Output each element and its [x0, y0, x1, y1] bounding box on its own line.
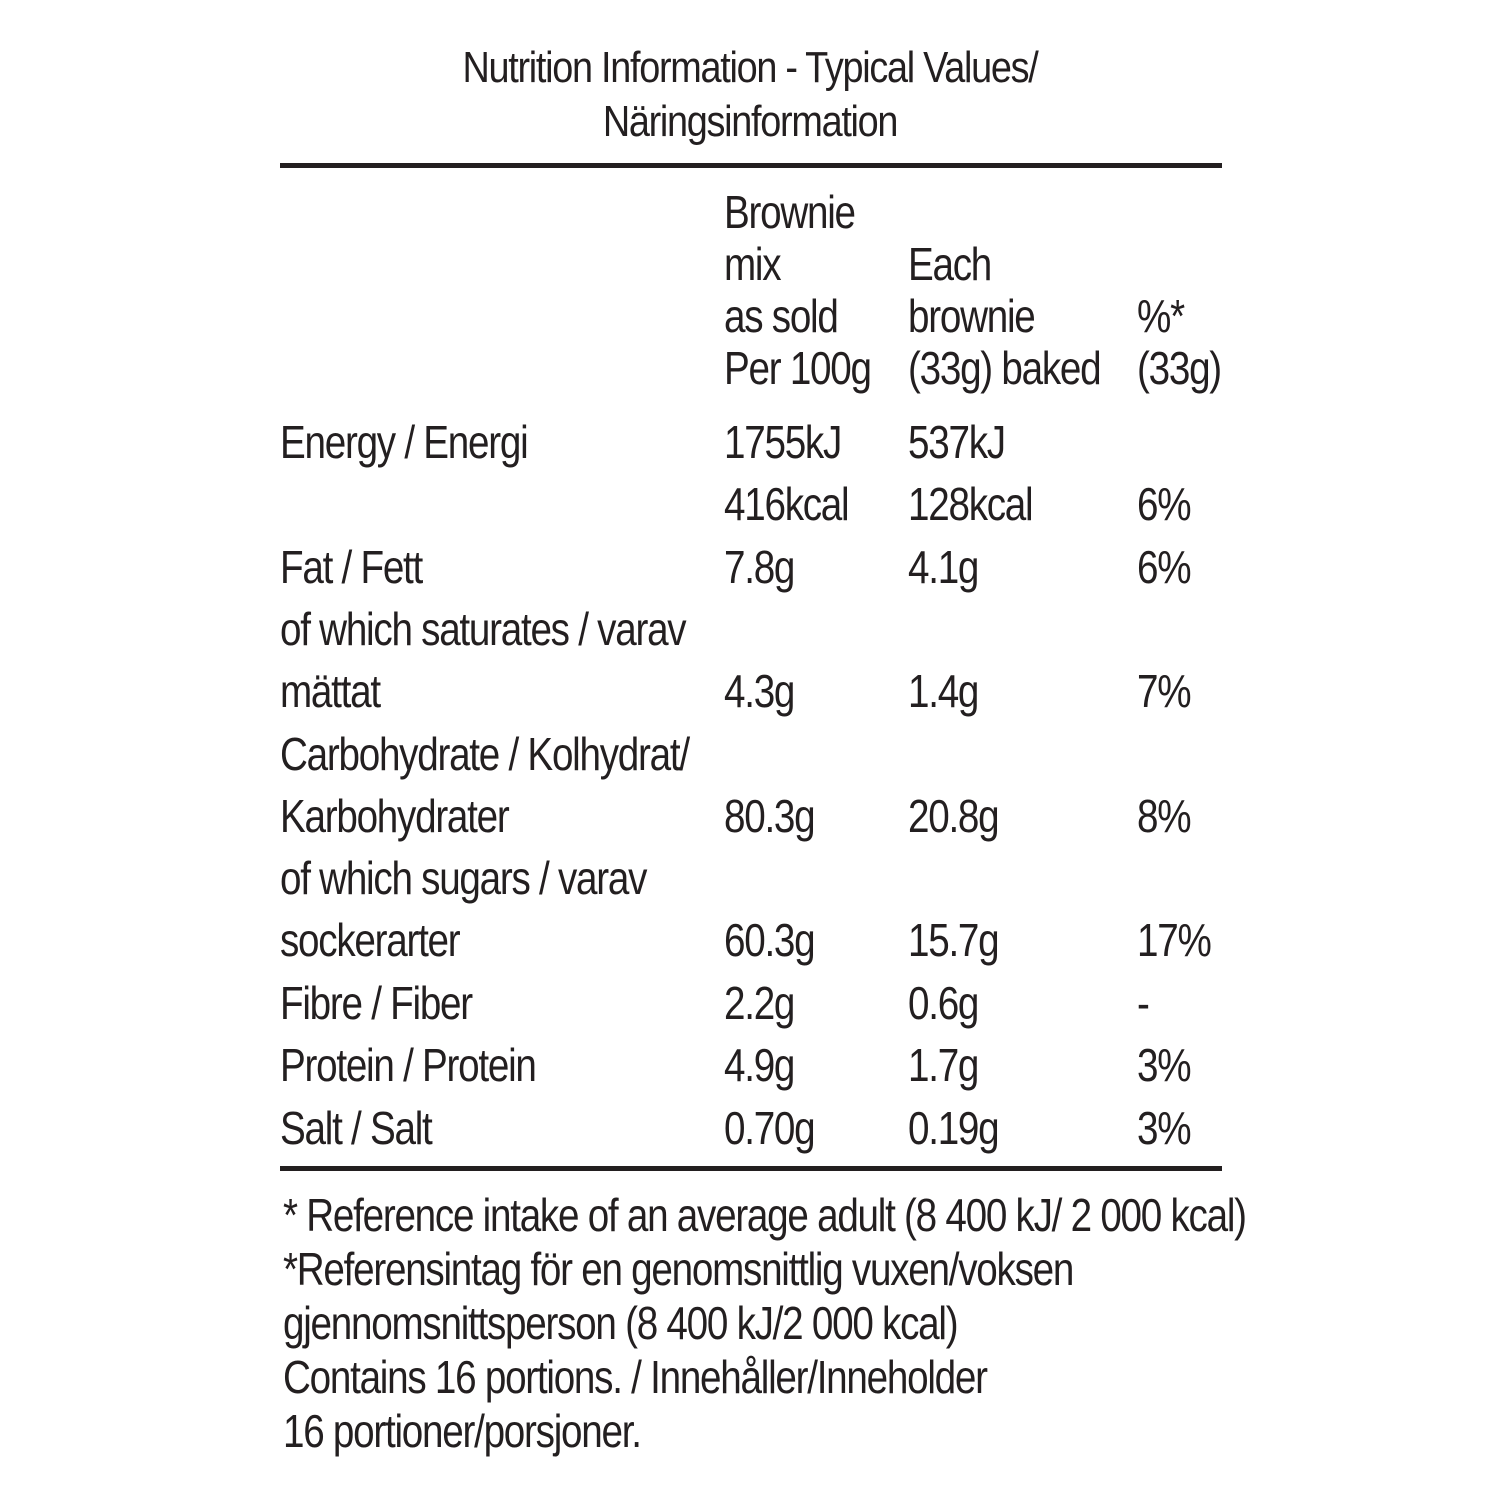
- bottom-divider: [280, 1166, 1222, 1171]
- row-carbohydrate-label-line2: Karbohydrater: [280, 790, 509, 842]
- row-energy-kcal-per100g: 416kcal: [724, 478, 849, 530]
- header-percent-line1: %*: [1137, 290, 1184, 342]
- row-fat-percent: 6%: [1137, 541, 1191, 593]
- row-sugars-percent: 17%: [1137, 914, 1211, 966]
- footnote-line1: * Reference intake of an average adult (8 400 kJ/ 2 000 kcal): [283, 1189, 1246, 1241]
- row-fat-each: 4.1g: [908, 541, 979, 593]
- row-salt-each: 0.19g: [908, 1102, 999, 1154]
- row-saturates-per100g: 4.3g: [724, 665, 795, 717]
- row-carbohydrate-each: 20.8g: [908, 790, 999, 842]
- top-divider: [280, 163, 1222, 168]
- row-sugars-label-line2: sockerarter: [280, 914, 460, 966]
- header-perbrownie-line2: brownie: [908, 290, 1035, 342]
- row-fibre-per100g: 2.2g: [724, 977, 795, 1029]
- row-sugars-label-line1: of which sugars / varav: [280, 852, 647, 904]
- row-saturates-label-line1: of which saturates / varav: [280, 603, 686, 655]
- row-protein-per100g: 4.9g: [724, 1039, 795, 1091]
- header-per100g-line3: as sold: [724, 290, 838, 342]
- row-sugars-each: 15.7g: [908, 914, 999, 966]
- row-energy-kj-per100g: 1755kJ: [724, 416, 842, 468]
- row-salt-label: Salt / Salt: [280, 1102, 432, 1154]
- row-energy-percent: 6%: [1137, 478, 1191, 530]
- row-carbohydrate-percent: 8%: [1137, 790, 1191, 842]
- row-saturates-percent: 7%: [1137, 665, 1191, 717]
- row-salt-per100g: 0.70g: [724, 1102, 815, 1154]
- row-fat-per100g: 7.8g: [724, 541, 795, 593]
- label-title: Nutrition Information - Typical Values/: [462, 43, 1038, 92]
- row-protein-percent: 3%: [1137, 1039, 1191, 1091]
- footnote-line5: 16 portioner/porsjoner.: [283, 1405, 641, 1457]
- footnote-line4: Contains 16 portions. / Innehåller/Inneholder: [283, 1351, 987, 1403]
- row-protein-each: 1.7g: [908, 1039, 979, 1091]
- row-energy-kj-each: 537kJ: [908, 416, 1005, 468]
- row-fibre-percent: -: [1137, 977, 1149, 1029]
- row-energy-kcal-each: 128kcal: [908, 478, 1033, 530]
- row-salt-percent: 3%: [1137, 1102, 1191, 1154]
- footnote-line3: gjennomsnittsperson (8 400 kJ/2 000 kcal): [283, 1297, 958, 1349]
- row-fibre-label: Fibre / Fiber: [280, 977, 472, 1029]
- header-per100g-line4: Per 100g: [724, 342, 871, 394]
- row-protein-label: Protein / Protein: [280, 1039, 536, 1091]
- row-saturates-label-line2: mättat: [280, 665, 380, 717]
- footnote-line2: *Referensintag för en genomsnittlig vuxen/voksen: [283, 1243, 1074, 1295]
- row-fat-label: Fat / Fett: [280, 541, 422, 593]
- row-carbohydrate-per100g: 80.3g: [724, 790, 815, 842]
- row-saturates-each: 1.4g: [908, 665, 979, 717]
- row-sugars-per100g: 60.3g: [724, 914, 815, 966]
- header-perbrownie-line3: (33g) baked: [908, 342, 1101, 394]
- row-carbohydrate-label-line1: Carbohydrate / Kolhydrat/: [280, 728, 689, 780]
- header-perbrownie-line1: Each: [908, 238, 992, 290]
- row-fibre-each: 0.6g: [908, 977, 979, 1029]
- header-per100g-line2: mix: [724, 238, 781, 290]
- header-per100g-line1: Brownie: [724, 186, 855, 238]
- header-percent-line2: (33g): [1137, 342, 1221, 394]
- label-title-swedish: Näringsinformation: [602, 97, 898, 146]
- row-energy-label: Energy / Energi: [280, 416, 528, 468]
